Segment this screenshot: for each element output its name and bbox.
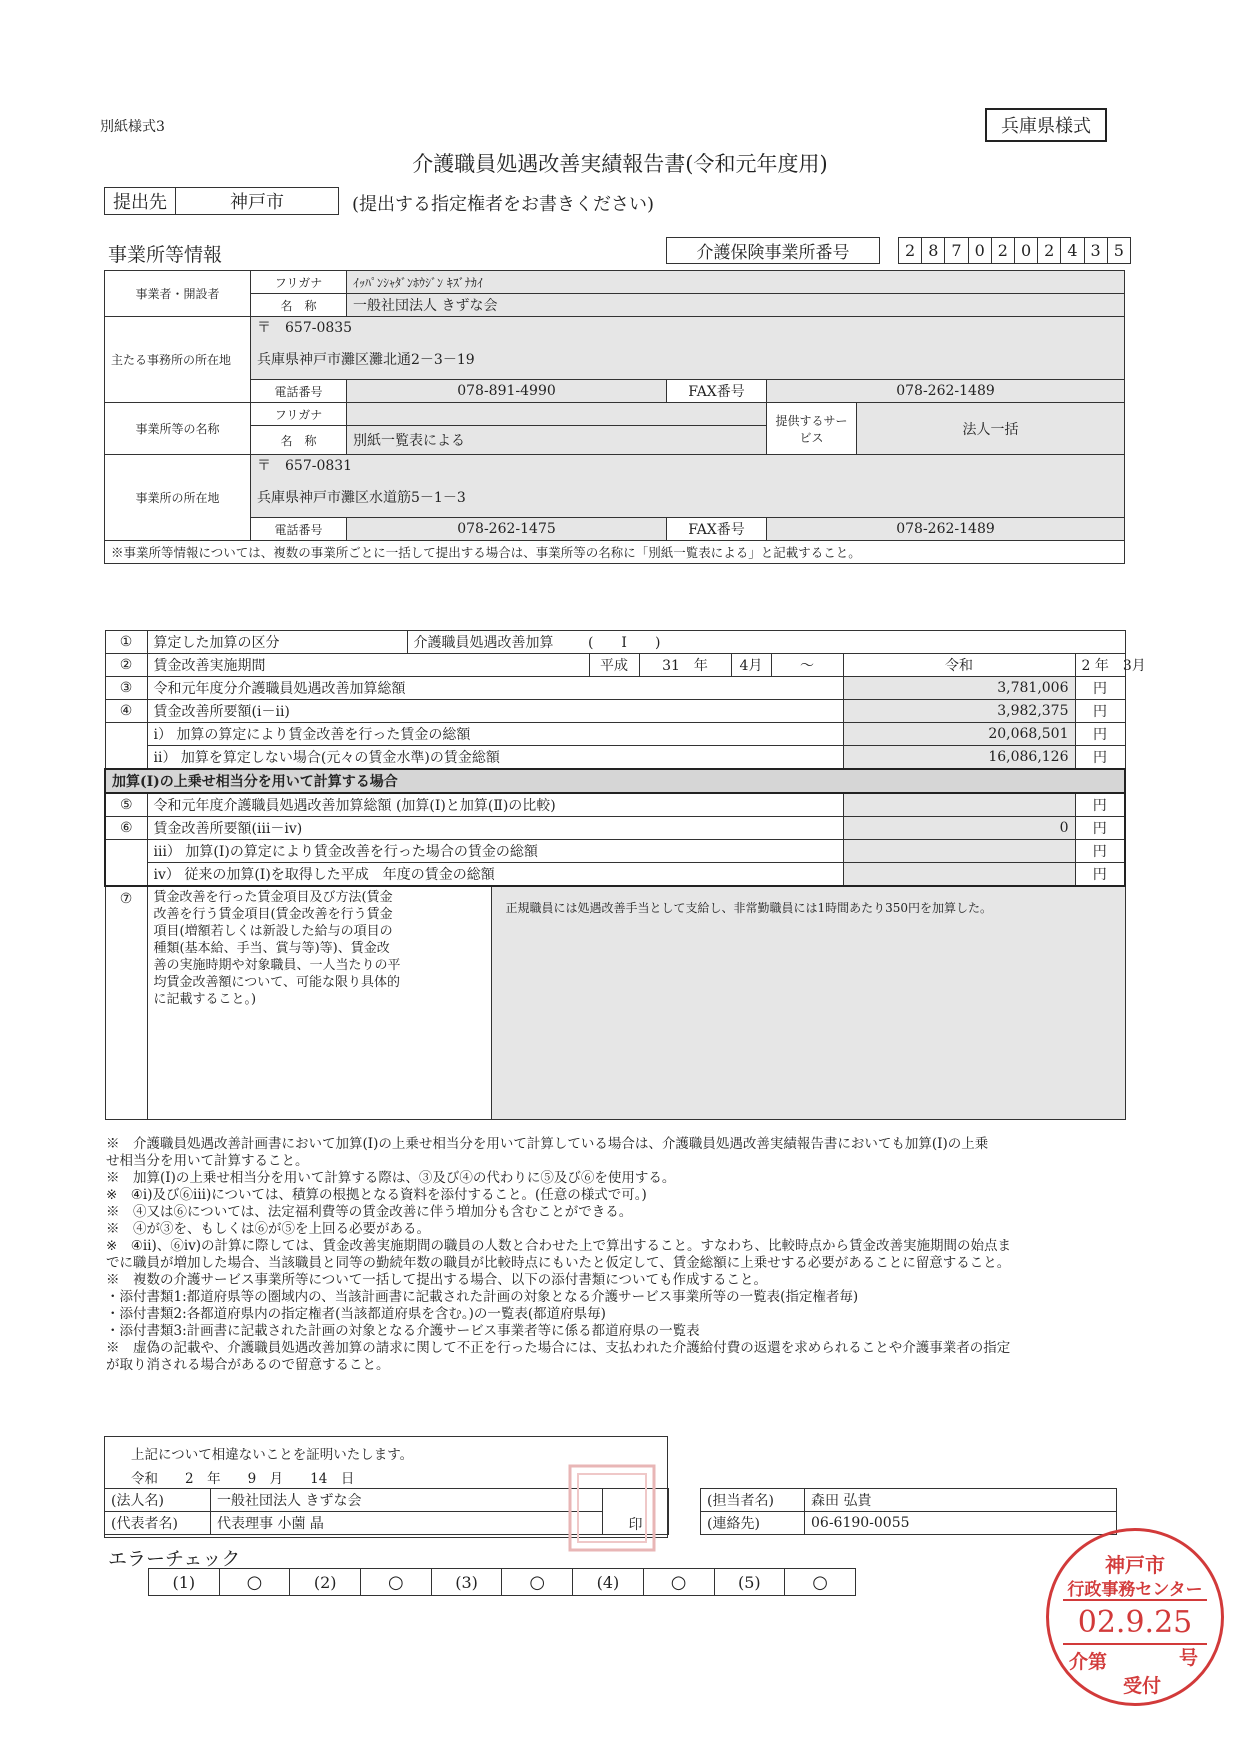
row5-label: 令和元年度介護職員処遇改善加算総額 (加算(Ⅰ)と加算(Ⅱ)の比較) [147, 793, 843, 817]
yen-unit: 円 [1075, 793, 1125, 817]
rep-value[interactable]: 代表理事 小薗 晶 [211, 1512, 603, 1535]
row2-period2[interactable]: 2 年 3月 [1075, 654, 1125, 677]
insurance-digit[interactable]: 8 [922, 238, 945, 264]
insurance-digit[interactable]: 3 [1084, 238, 1107, 264]
name-label: 名 称 [251, 426, 347, 455]
operator-furigana[interactable]: ｲｯﾊﾟﾝｼｬﾀﾞﾝﾎｳｼﾞﾝ ｷｽﾞﾅｶｲ [347, 271, 1125, 294]
main-address: 兵庫県神戸市灘区灘北通2－3－19 [257, 352, 475, 368]
row1-kind-label: 介護職員処遇改善加算 [413, 635, 554, 651]
fax-label: FAX番号 [667, 380, 767, 403]
contact-label: (連絡先) [701, 1512, 805, 1535]
note-line: ・添付書類2:各都道府県内の指定権者(当該都道府県を含む。)の一覧表(都道府県毎) [106, 1306, 606, 1322]
yen-unit: 円 [1075, 817, 1125, 840]
row7-label-line: 種類(基本給、手当、賞与等)等)、賃金改 [153, 941, 390, 956]
error-check-mark: ○ [643, 1569, 714, 1596]
contact-person-label: (担当者名) [701, 1489, 805, 1512]
main-office-label: 主たる事務所の所在地 [105, 317, 251, 403]
error-check-label: (3) [431, 1569, 502, 1596]
certify-statement: 上記について相違ないことを証明いたします。 [131, 1447, 414, 1463]
service-label: 提供するサービス [767, 403, 857, 455]
insurance-digit[interactable]: 0 [1014, 238, 1037, 264]
receipt-stamp [1046, 1528, 1224, 1706]
calc-table [104, 630, 1146, 1120]
page-title: 介護職員処遇改善実績報告書(令和元年度用) [412, 152, 828, 176]
error-check-title: エラーチェック [108, 1548, 241, 1570]
facility-address-label: 事業所の所在地 [105, 455, 251, 541]
yen-unit: 円 [1075, 746, 1125, 770]
insurance-digit[interactable]: 2 [899, 238, 922, 264]
facility-furigana[interactable] [347, 403, 767, 426]
row4-value[interactable]: 3,982,375 [843, 700, 1075, 723]
yen-unit: 円 [1075, 723, 1125, 746]
operator-name[interactable]: 一般社団法人 きずな会 [347, 294, 1125, 317]
stamp-line1: 神戸市 [1105, 1553, 1165, 1577]
insurance-digit[interactable]: 7 [945, 238, 968, 264]
error-check-mark: ○ [502, 1569, 573, 1596]
submit-note: (提出する指定権者をお書きください) [352, 194, 655, 215]
yen-unit: 円 [1075, 840, 1125, 863]
facility-name-label: 事業所等の名称 [105, 403, 251, 455]
corporate-seal [562, 1458, 662, 1558]
row6-label: 賃金改善所要額(ⅲ－ⅳ) [147, 817, 843, 840]
row7-label-line: 賃金改善を行った賃金項目及び方法(賃金 [153, 890, 393, 905]
row2-era1: 平成 [589, 654, 639, 677]
error-check-label: (5) [714, 1569, 785, 1596]
facility-postal: 〒 657-0831 [257, 458, 353, 474]
row6iii-label: ⅲ） 加算(Ⅰ)の算定により賃金改善を行った場合の賃金の総額 [147, 840, 843, 863]
facility-name[interactable]: 別紙一覧表による [347, 426, 767, 455]
insurance-digit[interactable]: 2 [1038, 238, 1061, 264]
note-line: ※ ④が③を、もしくは⑥が⑤を上回る必要がある。 [106, 1221, 430, 1237]
row4ii-value[interactable]: 16,086,126 [843, 746, 1075, 770]
row1-kind-value: ( Ⅰ ) [587, 635, 661, 651]
insurance-number [666, 237, 1131, 264]
row7-label [147, 886, 491, 1120]
facility-fax[interactable]: 078-262-1489 [767, 518, 1125, 541]
prefecture-style-box: 兵庫県様式 [985, 108, 1107, 142]
yen-unit: 円 [1075, 677, 1125, 700]
error-check-table [148, 1568, 856, 1596]
stamp-line3: 介第 [1069, 1651, 1108, 1673]
row7-value[interactable]: 正規職員には処遇改善手当として支給し、非常勤職員には1時間あたり350円を加算した。 [491, 886, 1125, 1120]
row2-year1[interactable]: 31 年 [639, 654, 731, 677]
phone-label: 電話番号 [251, 380, 347, 403]
note-line: ※ ④ⅱ)、⑥ⅳ)の計算に際しては、賃金改善実施期間の職員の人数と合わせた上で算出すること。すなわち、比較時点から賃金改善実施期間の始点ま [106, 1238, 1012, 1254]
row5-no: ⑤ [105, 793, 147, 817]
row2-era2: 令和 [843, 654, 1075, 677]
main-postal: 〒 657-0835 [257, 320, 353, 336]
form-label: 別紙様式3 [100, 119, 165, 135]
row7-label-line: 善の実施時期や対象職員、一人当たりの平 [153, 958, 401, 973]
furigana-label: フリガナ [251, 403, 347, 426]
insurance-digit[interactable]: 0 [968, 238, 991, 264]
operator-label: 事業者・開設者 [105, 271, 251, 317]
note-line: ・添付書類1:都道府県等の圏域内の、当該計画書に記載された計画の対象となる介護サービス事業所等の一覧表(指定権者毎) [106, 1289, 859, 1305]
row3-no: ③ [105, 677, 147, 700]
furigana-label: フリガナ [251, 271, 347, 294]
corp-value[interactable]: 一般社団法人 きずな会 [211, 1489, 603, 1512]
row4-label: 賃金改善所要額(ⅰ－ⅱ) [147, 700, 843, 723]
row5-value[interactable] [843, 793, 1075, 817]
error-check-mark: ○ [219, 1569, 290, 1596]
special-header: 加算(Ⅰ)の上乗せ相当分を用いて計算する場合 [105, 769, 1125, 793]
main-fax[interactable]: 078-262-1489 [767, 380, 1125, 403]
note-line: でに職員が増加した場合、当該職員と同等の勤続年数の職員が比較時点にもいたと仮定して、賃金総額に上乗せする必要があることに留意すること。 [106, 1255, 1011, 1271]
row2-tilde: ～ [771, 654, 843, 677]
rep-label: (代表者名) [105, 1512, 211, 1535]
row2-month1[interactable]: 4月 [731, 654, 771, 677]
row3-value[interactable]: 3,781,006 [843, 677, 1075, 700]
note-line: ※ 虚偽の記載や、介護職員処遇改善加算の請求に関して不正を行った場合には、支払われた介護給付費の返還を求められることや介護事業者の指定 [106, 1340, 1011, 1356]
row4i-label: ⅰ） 加算の算定により賃金改善を行った賃金の総額 [147, 723, 843, 746]
office-info-table [104, 270, 1125, 564]
row3-label: 令和元年度分介護職員処遇改善加算総額 [147, 677, 843, 700]
row4ii-label: ⅱ） 加算を算定しない場合(元々の賃金水準)の賃金総額 [147, 746, 843, 770]
fax-label: FAX番号 [667, 518, 767, 541]
section-title: 事業所等情報 [108, 244, 223, 266]
row2-label: 賃金改善実施期間 [147, 654, 589, 677]
submit-to-label: 提出先 [105, 188, 176, 215]
certify-date[interactable]: 令和 2 年 9 月 14 日 [131, 1471, 355, 1487]
row7-label-line: に記載すること。) [153, 992, 257, 1007]
note-line: ※ 加算(Ⅰ)の上乗せ相当分を用いて計算する際は、③及び④の代わりに⑤及び⑥を使用する。 [106, 1170, 676, 1186]
row1-no: ① [105, 631, 147, 654]
name-label: 名 称 [251, 294, 347, 317]
row6-no: ⑥ [105, 817, 147, 840]
phone-label: 電話番号 [251, 518, 347, 541]
insurance-label: 介護保険事業所番号 [667, 238, 880, 264]
insurance-digit[interactable]: 2 [991, 238, 1014, 264]
row6iv-value[interactable] [843, 863, 1075, 887]
stamp-date: 02.9.25 [1077, 1605, 1193, 1640]
note-line: ※ 複数の介護サービス事業所等について一括して提出する場合、以下の添付書類についても作成すること。 [106, 1272, 767, 1288]
row4-no: ④ [105, 700, 147, 723]
note-line: ※ 介護職員処遇改善計画書において加算(Ⅰ)の上乗せ相当分を用いて計算している場合は、介護職員処遇改善実績報告書においても加算(Ⅰ)の上乗 [106, 1136, 989, 1152]
note-line: が取り消される場合があるので留意すること。 [106, 1357, 390, 1373]
stamp-line2: 行政事務センター [1067, 1580, 1203, 1600]
error-check-label: (1) [149, 1569, 220, 1596]
note-line: せ相当分を用いて計算すること。 [106, 1153, 309, 1169]
main-phone[interactable]: 078-891-4990 [347, 380, 667, 403]
note-line: ※ ④ⅰ)及び⑥ⅲ)については、積算の根拠となる資料を添付すること。(任意の様式で可。) [106, 1187, 647, 1203]
error-check-label: (2) [290, 1569, 361, 1596]
error-check-label: (4) [573, 1569, 644, 1596]
office-info-note: ※事業所等情報については、複数の事業所ごとに一括して提出する場合は、事業所等の名称に「別紙一覧表による」と記載すること。 [105, 541, 1125, 564]
row7-no: ⑦ [105, 886, 147, 1120]
stamp-line5: 受付 [1123, 1675, 1162, 1697]
row6iv-label: ⅳ） 従来の加算(Ⅰ)を取得した平成 年度の賃金の総額 [147, 863, 843, 887]
facility-address: 兵庫県神戸市灘区水道筋5－1－3 [257, 490, 466, 506]
row6iii-value[interactable] [843, 840, 1075, 863]
row7-label-line: 改善を行う賃金項目(賃金改善を行う賃金 [153, 907, 393, 922]
contact-table [700, 1488, 1117, 1535]
service-value[interactable]: 法人一括 [857, 403, 1125, 455]
yen-unit: 円 [1075, 863, 1125, 887]
facility-phone[interactable]: 078-262-1475 [347, 518, 667, 541]
facility-address-cell[interactable] [251, 455, 1125, 518]
error-check-mark: ○ [361, 1569, 432, 1596]
error-check-mark: ○ [785, 1569, 856, 1596]
notes-block [106, 1136, 1126, 1374]
corp-label: (法人名) [105, 1489, 211, 1512]
note-line: ※ ④又は⑥については、法定福利費等の賃金改善に伴う増加分も含むことができる。 [106, 1204, 633, 1220]
row4i-value[interactable]: 20,068,501 [843, 723, 1075, 746]
contact-person-value[interactable]: 森田 弘貴 [805, 1489, 1117, 1512]
seal-label: 印 [603, 1489, 669, 1535]
row2-no: ② [105, 654, 147, 677]
row7-label-line: 項目(増額若しくは新設した給与の項目の [153, 924, 393, 939]
row6-value[interactable]: 0 [843, 817, 1075, 840]
stamp-line4: 号 [1179, 1647, 1199, 1669]
main-address-cell[interactable] [251, 317, 1125, 380]
row7-label-line: 均賃金改善額について、可能な限り具体的 [153, 975, 400, 990]
submit-to-value[interactable]: 神戸市 [176, 188, 339, 215]
row1-kind[interactable] [407, 631, 1125, 654]
row1-label: 算定した加算の区分 [147, 631, 407, 654]
note-line: ・添付書類3:計画書に記載された計画の対象となる介護サービス事業者等に係る都道府県の一覧表 [106, 1323, 700, 1339]
submit-to-table [104, 187, 339, 215]
insurance-digit[interactable]: 4 [1061, 238, 1084, 264]
yen-unit: 円 [1075, 700, 1125, 723]
contact-value[interactable]: 06-6190-0055 [805, 1512, 1117, 1535]
insurance-digit[interactable]: 5 [1107, 238, 1130, 264]
